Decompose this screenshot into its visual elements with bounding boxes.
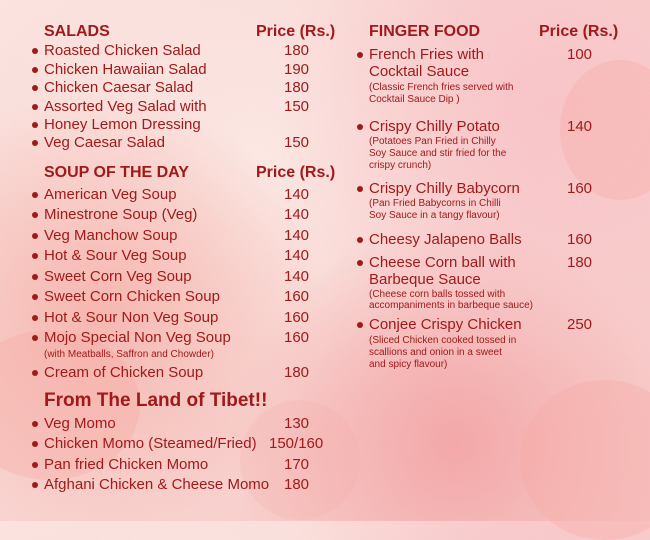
- bullet-icon: [32, 370, 38, 376]
- bullet-icon: [32, 421, 38, 427]
- menu-item: Sweet Corn Chicken Soup: [44, 288, 220, 305]
- finger-food-price-header: Price (Rs.): [539, 23, 619, 40]
- menu-item: Honey Lemon Dressing: [44, 116, 201, 133]
- bullet-icon: [32, 315, 38, 321]
- bullet-icon: [357, 186, 363, 192]
- bullet-icon: [32, 212, 38, 218]
- menu-item: Mojo Special Non Veg Soup: [44, 329, 231, 346]
- bullet-icon: [32, 85, 38, 91]
- menu-item-description: accompaniments in barbeque sauce): [369, 300, 533, 311]
- menu-item-price: 160: [567, 180, 593, 197]
- menu-item: Assorted Veg Salad with: [44, 98, 207, 115]
- bullet-icon: [32, 462, 38, 468]
- menu-item-price: 140: [284, 206, 310, 223]
- menu-item: American Veg Soup: [44, 186, 177, 203]
- bullet-icon: [357, 260, 363, 266]
- menu-item-description: (Classic French fries served with: [369, 82, 514, 93]
- bullet-icon: [32, 253, 38, 259]
- menu-item: French Fries with: [369, 46, 484, 63]
- tibet-title: From The Land of Tibet!!: [44, 390, 268, 411]
- menu-item-price: 140: [284, 227, 310, 244]
- menu-item: Crispy Chilly Babycorn: [369, 180, 520, 197]
- menu-item-price: 160: [284, 329, 310, 346]
- menu-item-description: Soy Sauce and stir fried for the: [369, 148, 507, 159]
- finger-food-title: FINGER FOOD: [369, 23, 481, 40]
- menu-item-name-line2: Barbeque Sauce: [369, 271, 481, 288]
- menu-item: Cheesy Jalapeno Balls: [369, 231, 522, 248]
- menu-item: Hot & Sour Veg Soup: [44, 247, 187, 264]
- bullet-icon: [357, 52, 363, 58]
- bullet-icon: [32, 482, 38, 488]
- salads-price-header: Price (Rs.): [256, 23, 336, 40]
- menu-item: Afghani Chicken & Cheese Momo: [44, 476, 269, 493]
- menu-item-price: 130: [284, 415, 310, 432]
- menu-item: Veg Momo: [44, 415, 116, 432]
- menu-item-description: (Potatoes Pan Fried in Chilly: [369, 136, 496, 147]
- bullet-icon: [32, 192, 38, 198]
- menu-item-description: (Pan Fried Babycorns in Chilli: [369, 198, 501, 209]
- menu-item-price: 180: [567, 254, 593, 271]
- bullet-icon: [357, 237, 363, 243]
- menu-item-price: 180: [284, 42, 310, 59]
- soup-price-header: Price (Rs.): [256, 164, 336, 181]
- menu-item-price: 150: [284, 134, 310, 151]
- bullet-icon: [357, 124, 363, 130]
- soup-title: SOUP OF THE DAY: [44, 164, 189, 181]
- bullet-icon: [357, 322, 363, 328]
- menu-item: Chicken Hawaiian Salad: [44, 61, 207, 78]
- menu-item-price: 150/160: [269, 435, 324, 452]
- bullet-icon: [32, 441, 38, 447]
- menu-item: Crispy Chilly Potato: [369, 118, 500, 135]
- menu-item-price: 160: [284, 288, 310, 305]
- menu-item-price: 140: [284, 247, 310, 264]
- menu-item-price: 250: [567, 316, 593, 333]
- menu-item-price: 160: [567, 231, 593, 248]
- menu-item-description: Cocktail Sauce Dip ): [369, 94, 460, 105]
- bullet-icon: [32, 104, 38, 110]
- menu-item: Chicken Momo (Steamed/Fried): [44, 435, 257, 452]
- salads-title: SALADS: [44, 23, 110, 40]
- menu-item-description: (with Meatballs, Saffron and Chowder): [44, 349, 214, 360]
- bullet-icon: [32, 294, 38, 300]
- bullet-icon: [32, 122, 38, 128]
- menu-item-description: (Cheese corn balls tossed with: [369, 289, 506, 300]
- menu-item: Conjee Crispy Chicken: [369, 316, 522, 333]
- bullet-icon: [32, 48, 38, 54]
- menu-item: Pan fried Chicken Momo: [44, 456, 208, 473]
- menu-item: Hot & Sour Non Veg Soup: [44, 309, 218, 326]
- menu-item: Roasted Chicken Salad: [44, 42, 201, 59]
- menu-item: Veg Caesar Salad: [44, 134, 165, 151]
- background-petal: [520, 380, 650, 540]
- menu-item-description: (Sliced Chicken cooked tossed in: [369, 335, 517, 346]
- menu-item-price: 180: [284, 476, 310, 493]
- bullet-icon: [32, 67, 38, 73]
- bullet-icon: [32, 274, 38, 280]
- menu-item-price: 100: [567, 46, 593, 63]
- menu-item-price: 180: [284, 79, 310, 96]
- menu-item-name-line2: Cocktail Sauce: [369, 63, 470, 80]
- menu-item: Veg Manchow Soup: [44, 227, 177, 244]
- menu-item: Minestrone Soup (Veg): [44, 206, 197, 223]
- menu-item-price: 140: [284, 268, 310, 285]
- menu-item-description: and spicy flavour): [369, 359, 448, 370]
- bullet-icon: [32, 335, 38, 341]
- bullet-icon: [32, 233, 38, 239]
- menu-item-price: 190: [284, 61, 310, 78]
- menu-item: Chicken Caesar Salad: [44, 79, 193, 96]
- menu-item-price: 160: [284, 309, 310, 326]
- menu-item: Sweet Corn Veg Soup: [44, 268, 192, 285]
- menu-item: Cheese Corn ball with: [369, 254, 516, 271]
- menu-item-description: scallions and onion in a sweet: [369, 347, 502, 358]
- menu-item-price: 180: [284, 364, 310, 381]
- menu-item-price: 140: [284, 186, 310, 203]
- menu-item-price: 140: [567, 118, 593, 135]
- menu-item-description: crispy crunch): [369, 160, 432, 171]
- bullet-icon: [32, 140, 38, 146]
- menu-item-price: 150: [284, 98, 310, 115]
- menu-item-description: Soy Sauce in a tangy flavour): [369, 210, 500, 221]
- menu-item-price: 170: [284, 456, 310, 473]
- menu-item: Cream of Chicken Soup: [44, 364, 203, 381]
